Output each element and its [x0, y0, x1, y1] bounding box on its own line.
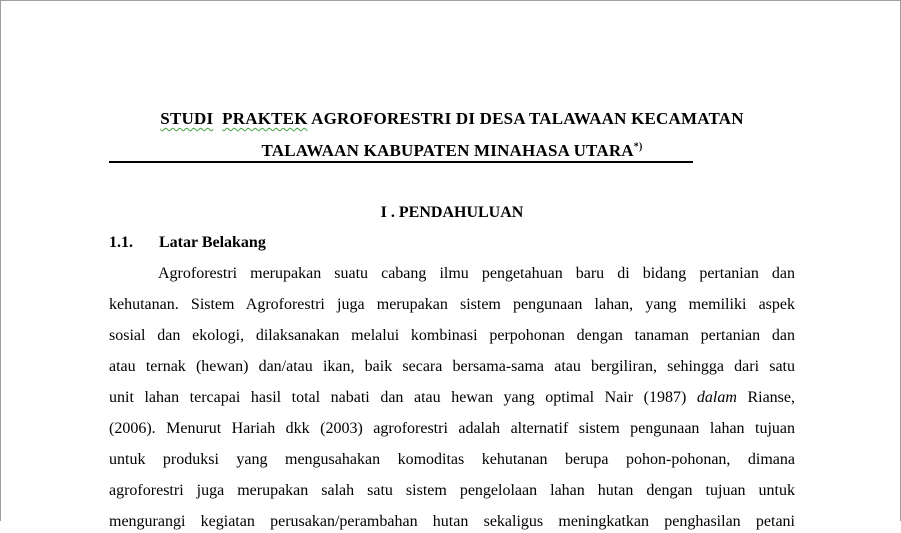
paragraph-line-2: kehutanan. Sistem Agroforestri juga merupakan sistem pengunaan lahan, yang memiliki aspek	[109, 296, 795, 313]
paragraph-line-6: (2006). Menurut Hariah dkk (2003) agroforestri adalah alternatif sistem pengunaan lahan tujuan	[109, 420, 795, 437]
title-line-2-text: TALAWAAN KABUPATEN MINAHASA UTARA	[261, 141, 634, 160]
paragraph-line-1: Agroforestri merupakan suatu cabang ilmu pengetahuan baru di bidang pertanian dan	[158, 265, 795, 282]
paragraph-line-7: untuk produksi yang mengusahakan komoditas kehutanan berupa pohon-pohonan, dimana	[109, 451, 795, 468]
title-underline-rule	[109, 161, 693, 163]
paragraph-line-9: mengurangi kegiatan perusakan/perambahan hutan sekaligus meningkatkan penghasilan petani	[109, 513, 795, 530]
chapter-heading: I . PENDAHULUAN	[380, 204, 524, 221]
section-number: 1.1.	[109, 234, 133, 251]
paragraph-line-8: agroforestri juga merupakan salah satu sistem pengelolaan lahan hutan dengan tujuan untuk	[109, 482, 795, 499]
paragraph-line-5	[109, 387, 795, 409]
italic-dalam: dalam	[696, 389, 737, 406]
paragraph-line-3: sosial dan ekologi, dilaksanakan melalui kombinasi perpohonan dengan tanaman pertanian dan	[109, 327, 795, 344]
document-title-line-2	[109, 141, 795, 161]
title-line-1-rest: AGROFORESTRI DI DESA TALAWAAN KECAMATAN	[307, 109, 744, 128]
line-5-end: Rianse,	[736, 389, 796, 406]
document-title-line-1	[109, 109, 795, 129]
title-word-praktek: PRAKTEK	[222, 109, 308, 128]
title-footnote-marker: *)	[633, 141, 643, 153]
title-word-studi: STUDI	[160, 109, 214, 128]
line-5-text: unit lahan tercapai hasil total nabati dan atau hewan yang optimal Nair (1987)	[109, 389, 697, 406]
section-heading	[109, 234, 266, 252]
section-title: Latar Belakang	[159, 234, 266, 251]
paragraph-line-4: atau ternak (hewan) dan/atau ikan, baik secara bersama-sama atau bergiliran, sehingga dari satu	[109, 358, 795, 375]
